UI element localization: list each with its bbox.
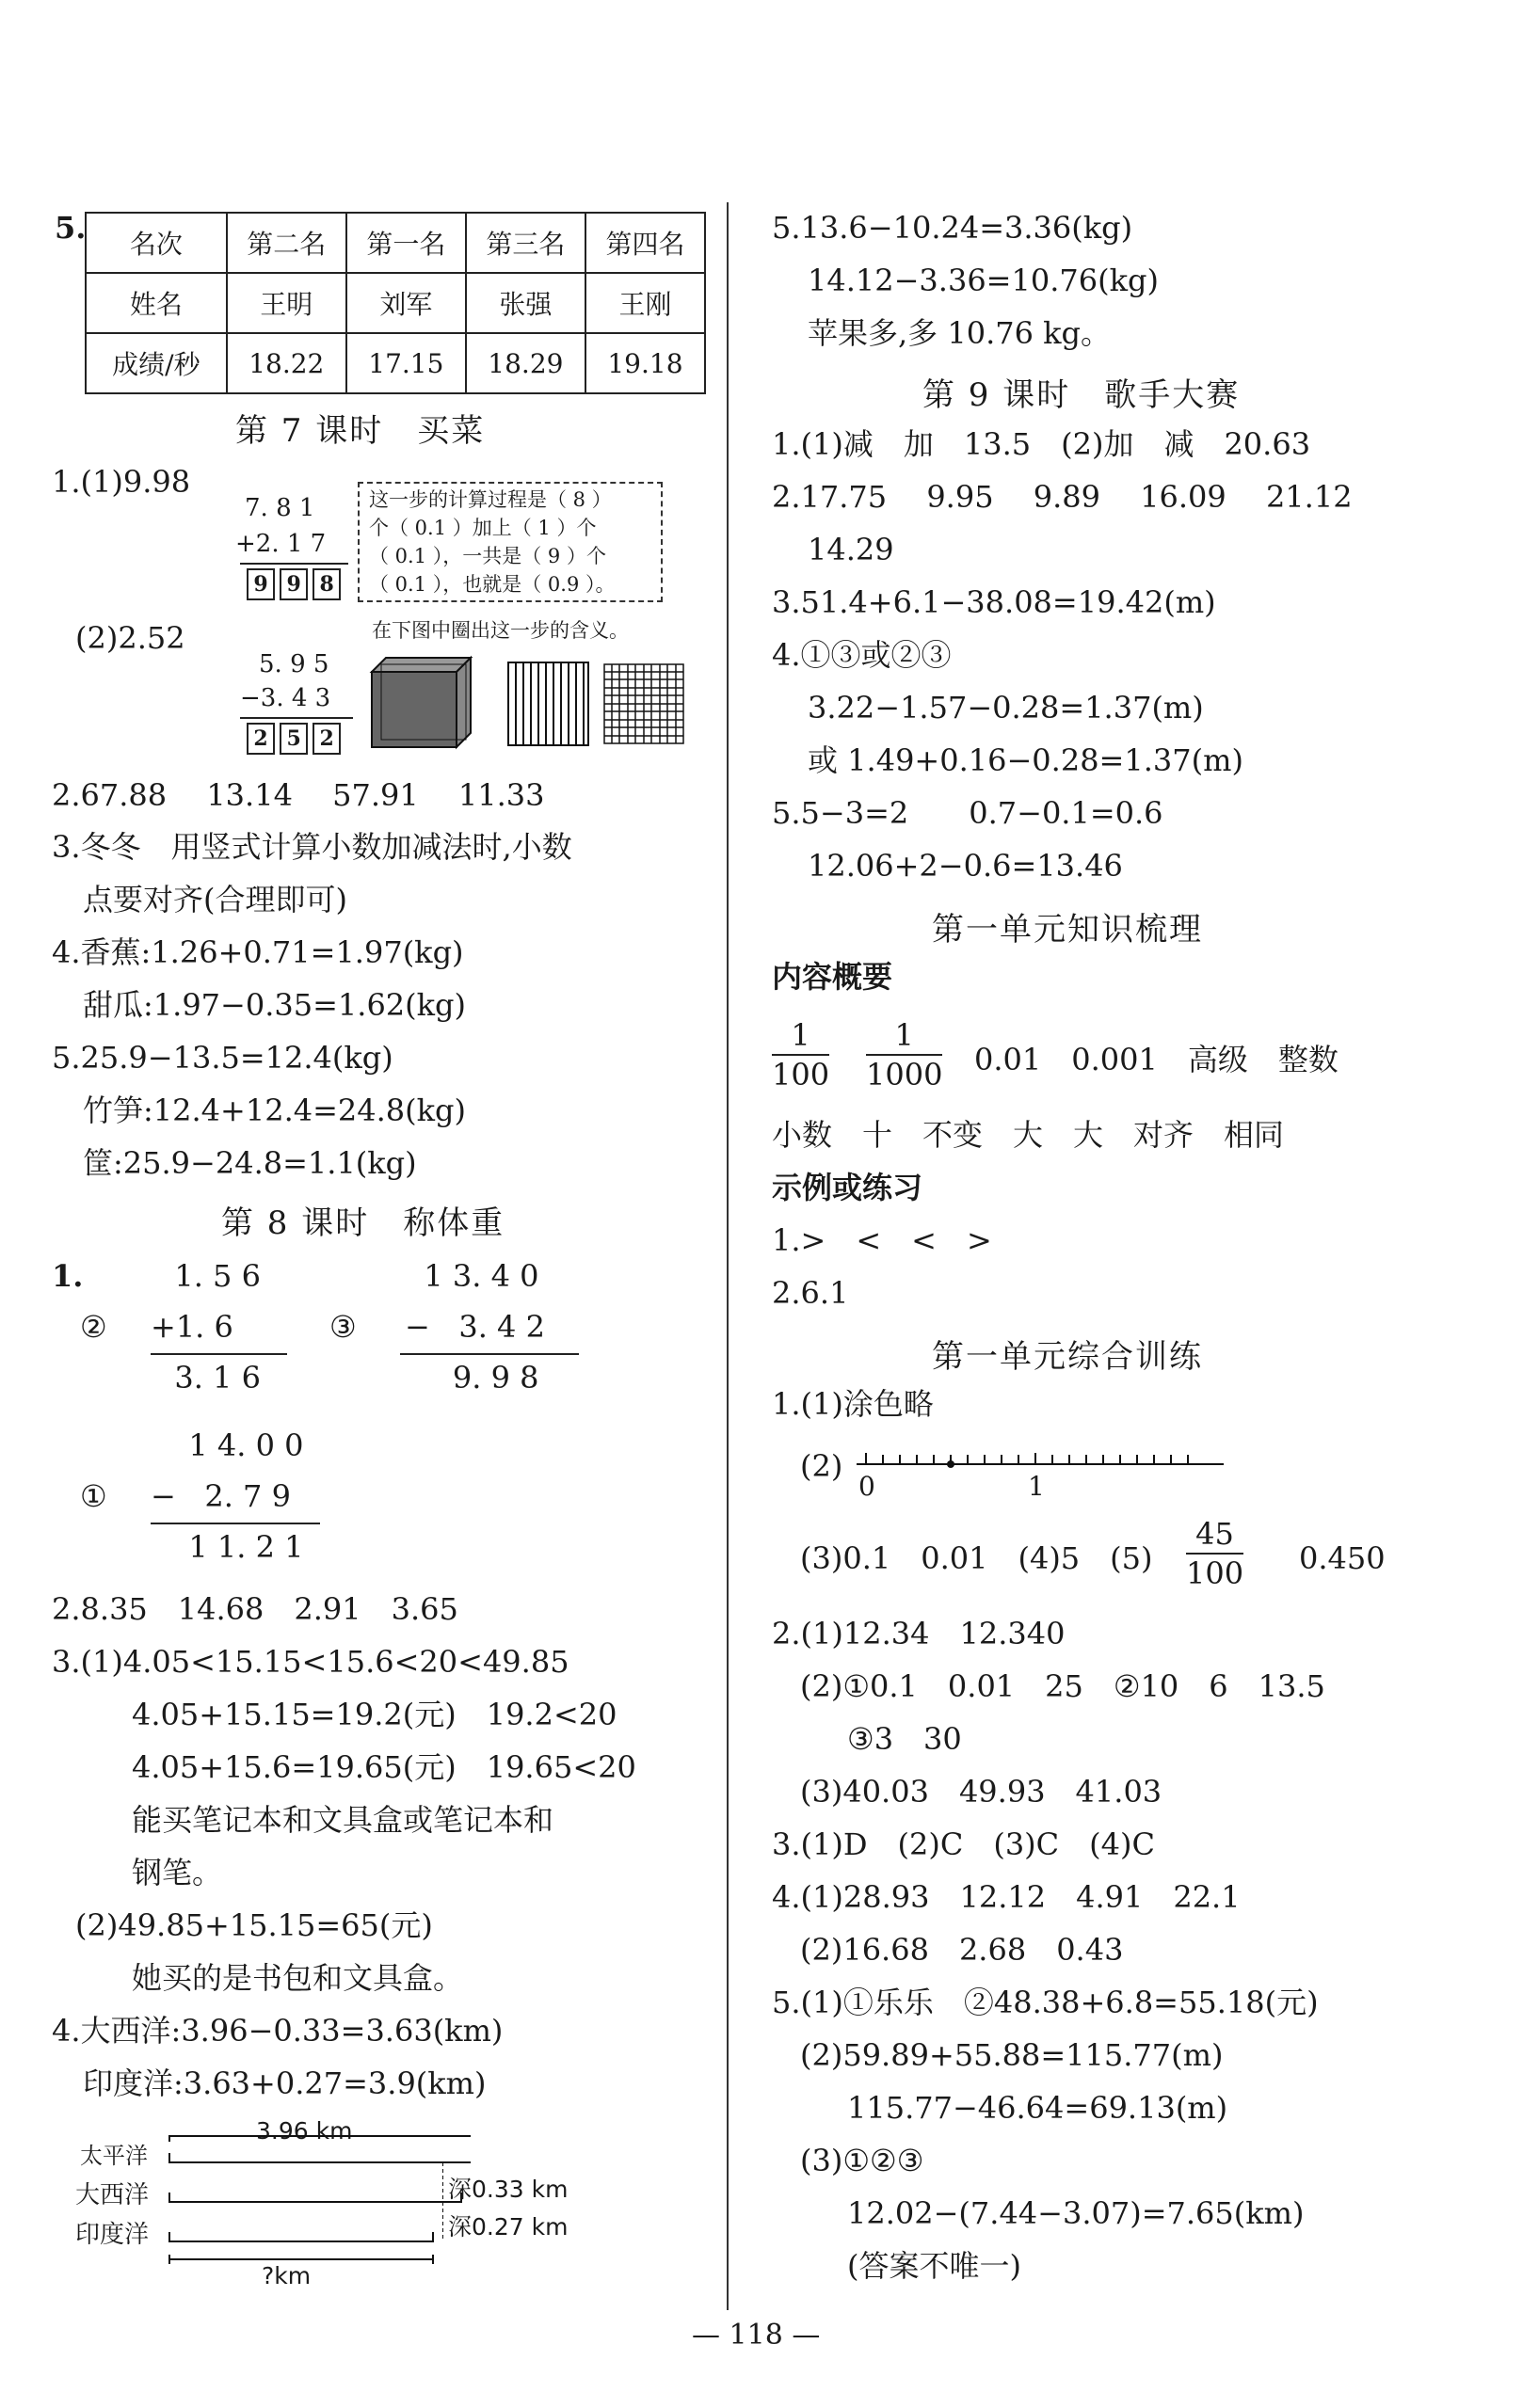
l8-q3e: 钢笔。 bbox=[132, 1855, 223, 1890]
l7-q5c: 筐:25.9−24.8=1.1(kg) bbox=[83, 1145, 417, 1181]
digit-box: 9 bbox=[247, 568, 275, 600]
table-cell: 18.29 bbox=[466, 333, 585, 393]
r-line: 14.29 bbox=[808, 532, 894, 567]
r-line: 2.(1)12.34 12.340 bbox=[772, 1616, 1066, 1651]
column-divider bbox=[727, 202, 729, 2310]
digit-box: 8 bbox=[313, 568, 341, 600]
l7-calc2-a: 5. 9 5 bbox=[259, 650, 329, 678]
diagram-row-indian: 印度洋 bbox=[75, 2221, 150, 2249]
l7-result2-digits bbox=[247, 723, 341, 755]
denominator: 100 bbox=[1186, 1555, 1244, 1591]
l8-c1-a: 1 4. 0 0 bbox=[169, 1427, 304, 1463]
r-line: 5.5−3=2 0.7−0.1=0.6 bbox=[772, 795, 1163, 831]
l8-q4a: 4.大西洋:3.96−0.33=3.63(km) bbox=[52, 2013, 504, 2049]
l8-q1: 1. bbox=[52, 1258, 84, 1294]
r-line: (2)①0.1 0.01 25 ②10 6 13.5 bbox=[800, 1668, 1325, 1704]
l8-c3-r: 9. 9 8 bbox=[405, 1360, 539, 1395]
ocean-depth-diagram bbox=[160, 2134, 471, 2266]
table-cell: 王刚 bbox=[585, 273, 705, 333]
l8-q3b: 4.05+15.15=19.2(元) 19.2<20 bbox=[132, 1697, 617, 1732]
table-cell: 18.22 bbox=[227, 333, 346, 393]
q5-label: 5. bbox=[55, 210, 87, 246]
calc-rule bbox=[240, 563, 348, 565]
table-cell: 成绩/秒 bbox=[86, 333, 227, 393]
l8-c2-mark: ② bbox=[80, 1309, 107, 1345]
r-line: 115.77−46.64=69.13(m) bbox=[847, 2090, 1228, 2126]
l7-q1-2-note: 在下图中圈出这一步的含义。 bbox=[372, 619, 629, 642]
r-line: 4.(1)28.93 12.12 4.91 22.1 bbox=[772, 1879, 1241, 1915]
fraction-45-100 bbox=[1186, 1515, 1243, 1592]
number-line bbox=[857, 1440, 1233, 1477]
r-line: 5.13.6−10.24=3.36(kg) bbox=[772, 210, 1133, 246]
l7-q4a: 4.香蕉:1.26+0.71=1.97(kg) bbox=[52, 934, 464, 970]
decimal-blocks-picture bbox=[367, 644, 687, 757]
r-line: 1.(1)减 加 13.5 (2)加 减 20.63 bbox=[772, 426, 1311, 462]
numline-label: (2) bbox=[800, 1448, 843, 1484]
numerator: 1 bbox=[866, 1016, 942, 1056]
r-line: (3)40.03 49.93 41.03 bbox=[800, 1774, 1162, 1810]
diagram-top-label: 3.96 km bbox=[256, 2117, 353, 2145]
r-line: 1.> < < > bbox=[772, 1222, 992, 1258]
note-line: 个（ 0.1 ）加上（ 1 ）个 bbox=[369, 517, 597, 539]
diagram-depth2: 深0.27 km bbox=[448, 2213, 569, 2241]
l7-q5b: 竹笋:12.4+12.4=24.8(kg) bbox=[83, 1092, 467, 1128]
l7-q3a: 3.冬冬 用竖式计算小数加减法时,小数 bbox=[52, 829, 572, 865]
table-cell: 张强 bbox=[466, 273, 585, 333]
l7-q3b: 点要对齐(合理即可) bbox=[83, 882, 347, 917]
table-cell: 17.15 bbox=[346, 333, 466, 393]
l7-calc2-b: −3. 4 3 bbox=[240, 684, 331, 712]
r-line: (3)①②③ bbox=[800, 2143, 924, 2178]
table-cell: 第二名 bbox=[227, 213, 346, 273]
numline-zero: 0 bbox=[858, 1471, 875, 1502]
unit-test-title: 第一单元综合训练 bbox=[932, 1338, 1203, 1376]
l8-c2-a: 1. 5 6 bbox=[155, 1258, 261, 1294]
diagram-bottom-label: ?km bbox=[262, 2262, 312, 2289]
digit-box: 9 bbox=[280, 568, 308, 600]
r-line: 苹果多,多 10.76 kg。 bbox=[808, 315, 1112, 351]
fraction-1-100 bbox=[772, 1016, 829, 1093]
content-summary-heading: 内容概要 bbox=[772, 959, 893, 995]
r-line: 12.06+2−0.6=13.46 bbox=[808, 848, 1123, 884]
fraction-1-1000 bbox=[866, 1016, 942, 1093]
unit-review-title: 第一单元知识梳理 bbox=[932, 911, 1203, 949]
table-cell: 第一名 bbox=[346, 213, 466, 273]
r-line: 2.17.75 9.95 9.89 16.09 21.12 bbox=[772, 479, 1353, 515]
l8-q3a: 3.(1)4.05<15.15<15.6<20<49.85 bbox=[52, 1644, 569, 1680]
r-line: 12.02−(7.44−3.07)=7.65(km) bbox=[847, 2195, 1305, 2231]
table-cell: 王明 bbox=[227, 273, 346, 333]
l8-c2-b: +1. 6 bbox=[151, 1309, 233, 1345]
l7-calc-a: 7. 8 1 bbox=[245, 494, 315, 522]
r-line: (2)16.68 2.68 0.43 bbox=[800, 1932, 1124, 1968]
diagram-depth1: 深0.33 km bbox=[448, 2176, 569, 2203]
ranking-table bbox=[85, 212, 706, 394]
denominator: 1000 bbox=[866, 1057, 943, 1092]
digit-box: 5 bbox=[280, 723, 308, 755]
table-cell: 第四名 bbox=[585, 213, 705, 273]
numerator: 1 bbox=[772, 1016, 829, 1056]
l8-q3f: (2)49.85+15.15=65(元) bbox=[75, 1907, 433, 1943]
l8-c1-r: 1 1. 2 1 bbox=[169, 1529, 304, 1565]
l8-c3-mark: ③ bbox=[329, 1309, 357, 1345]
note-line: 这一步的计算过程是（ 8 ） bbox=[369, 488, 612, 511]
l8-q3c: 4.05+15.6=19.65(元) 19.65<20 bbox=[132, 1749, 636, 1785]
l8-q3d: 能买笔记本和文具盒或笔记本和 bbox=[132, 1802, 554, 1838]
note-line: （ 0.1 ），一共是（ 9 ）个 bbox=[369, 545, 606, 567]
l7-q5a: 5.25.9−13.5=12.4(kg) bbox=[52, 1040, 393, 1076]
l7-q1-1: 1.(1)9.98 bbox=[52, 464, 191, 500]
page-number: — 118 — bbox=[692, 2319, 821, 2352]
l8-c1-mark: ① bbox=[80, 1478, 107, 1514]
table-cell: 姓名 bbox=[86, 273, 227, 333]
digit-box: 2 bbox=[313, 723, 341, 755]
l8-c2-r: 3. 1 6 bbox=[155, 1360, 261, 1395]
lesson8-title: 第 8 课时 称体重 bbox=[221, 1204, 505, 1242]
table-cell: 第三名 bbox=[466, 213, 585, 273]
r-line: 2.6.1 bbox=[772, 1275, 849, 1311]
digit-box: 2 bbox=[247, 723, 275, 755]
example-heading: 示例或练习 bbox=[772, 1170, 923, 1205]
r-line: 4.①③或②③ bbox=[772, 637, 952, 673]
denominator: 100 bbox=[772, 1057, 830, 1092]
l7-q2: 2.67.88 13.14 57.91 11.33 bbox=[52, 777, 545, 813]
r-line: ③3 30 bbox=[847, 1721, 962, 1757]
r-line: (3)0.1 0.01 (4)5 (5) bbox=[800, 1540, 1153, 1576]
diagram-row-pacific: 太平洋 bbox=[80, 2143, 148, 2169]
l8-q3g: 她买的是书包和文具盒。 bbox=[132, 1960, 464, 1996]
l7-result-digits bbox=[247, 568, 341, 600]
l8-c3-a: 1 3. 4 0 bbox=[405, 1258, 539, 1294]
lesson9-title: 第 9 课时 歌手大赛 bbox=[922, 376, 1241, 414]
r-line: 3.51.4+6.1−38.08=19.42(m) bbox=[772, 584, 1216, 620]
r-line: 或 1.49+0.16−0.28=1.37(m) bbox=[808, 742, 1243, 778]
calc-note-box bbox=[358, 482, 663, 602]
r-line: (答案不唯一) bbox=[847, 2248, 1021, 2284]
l8-q2: 2.8.35 14.68 2.91 3.65 bbox=[52, 1591, 458, 1627]
table-row bbox=[86, 273, 705, 333]
r-line: 5.(1)①乐乐 ②48.38+6.8=55.18(元) bbox=[772, 1985, 1319, 2020]
l8-c1-b: − 2. 7 9 bbox=[151, 1478, 291, 1514]
r-line: 3.22−1.57−0.28=1.37(m) bbox=[808, 690, 1204, 726]
l7-q1-2: (2)2.52 bbox=[75, 620, 185, 656]
r-line: 1.(1)涂色略 bbox=[772, 1386, 934, 1422]
numerator: 45 bbox=[1186, 1515, 1243, 1555]
l7-calc-b: +2. 1 7 bbox=[235, 530, 327, 558]
note-line: （ 0.1 ），也就是（ 0.9 ）。 bbox=[369, 573, 616, 596]
table-cell: 刘军 bbox=[346, 273, 466, 333]
r-line: (2)59.89+55.88=115.77(m) bbox=[800, 2037, 1224, 2073]
diagram-row-atlantic: 大西洋 bbox=[75, 2181, 150, 2209]
table-cell: 19.18 bbox=[585, 333, 705, 393]
table-row bbox=[86, 213, 705, 273]
r-line: 3.(1)D (2)C (3)C (4)C bbox=[772, 1826, 1155, 1862]
l8-c3-b: − 3. 4 2 bbox=[405, 1309, 545, 1345]
r-line: 14.12−3.36=10.76(kg) bbox=[808, 263, 1159, 298]
r-line: 0.450 bbox=[1299, 1540, 1386, 1576]
r-line: 0.01 0.001 高级 整数 bbox=[974, 1042, 1339, 1077]
table-row bbox=[86, 333, 705, 393]
numline-one: 1 bbox=[1028, 1471, 1045, 1502]
l7-q4b: 甜瓜:1.97−0.35=1.62(kg) bbox=[83, 987, 467, 1023]
calc-rule bbox=[240, 717, 353, 719]
l8-q4b: 印度洋:3.63+0.27=3.9(km) bbox=[83, 2065, 487, 2101]
lesson7-title: 第 7 课时 买菜 bbox=[235, 412, 486, 450]
r-line: 小数 十 不变 大 大 对齐 相同 bbox=[772, 1117, 1285, 1153]
table-cell: 名次 bbox=[86, 213, 227, 273]
